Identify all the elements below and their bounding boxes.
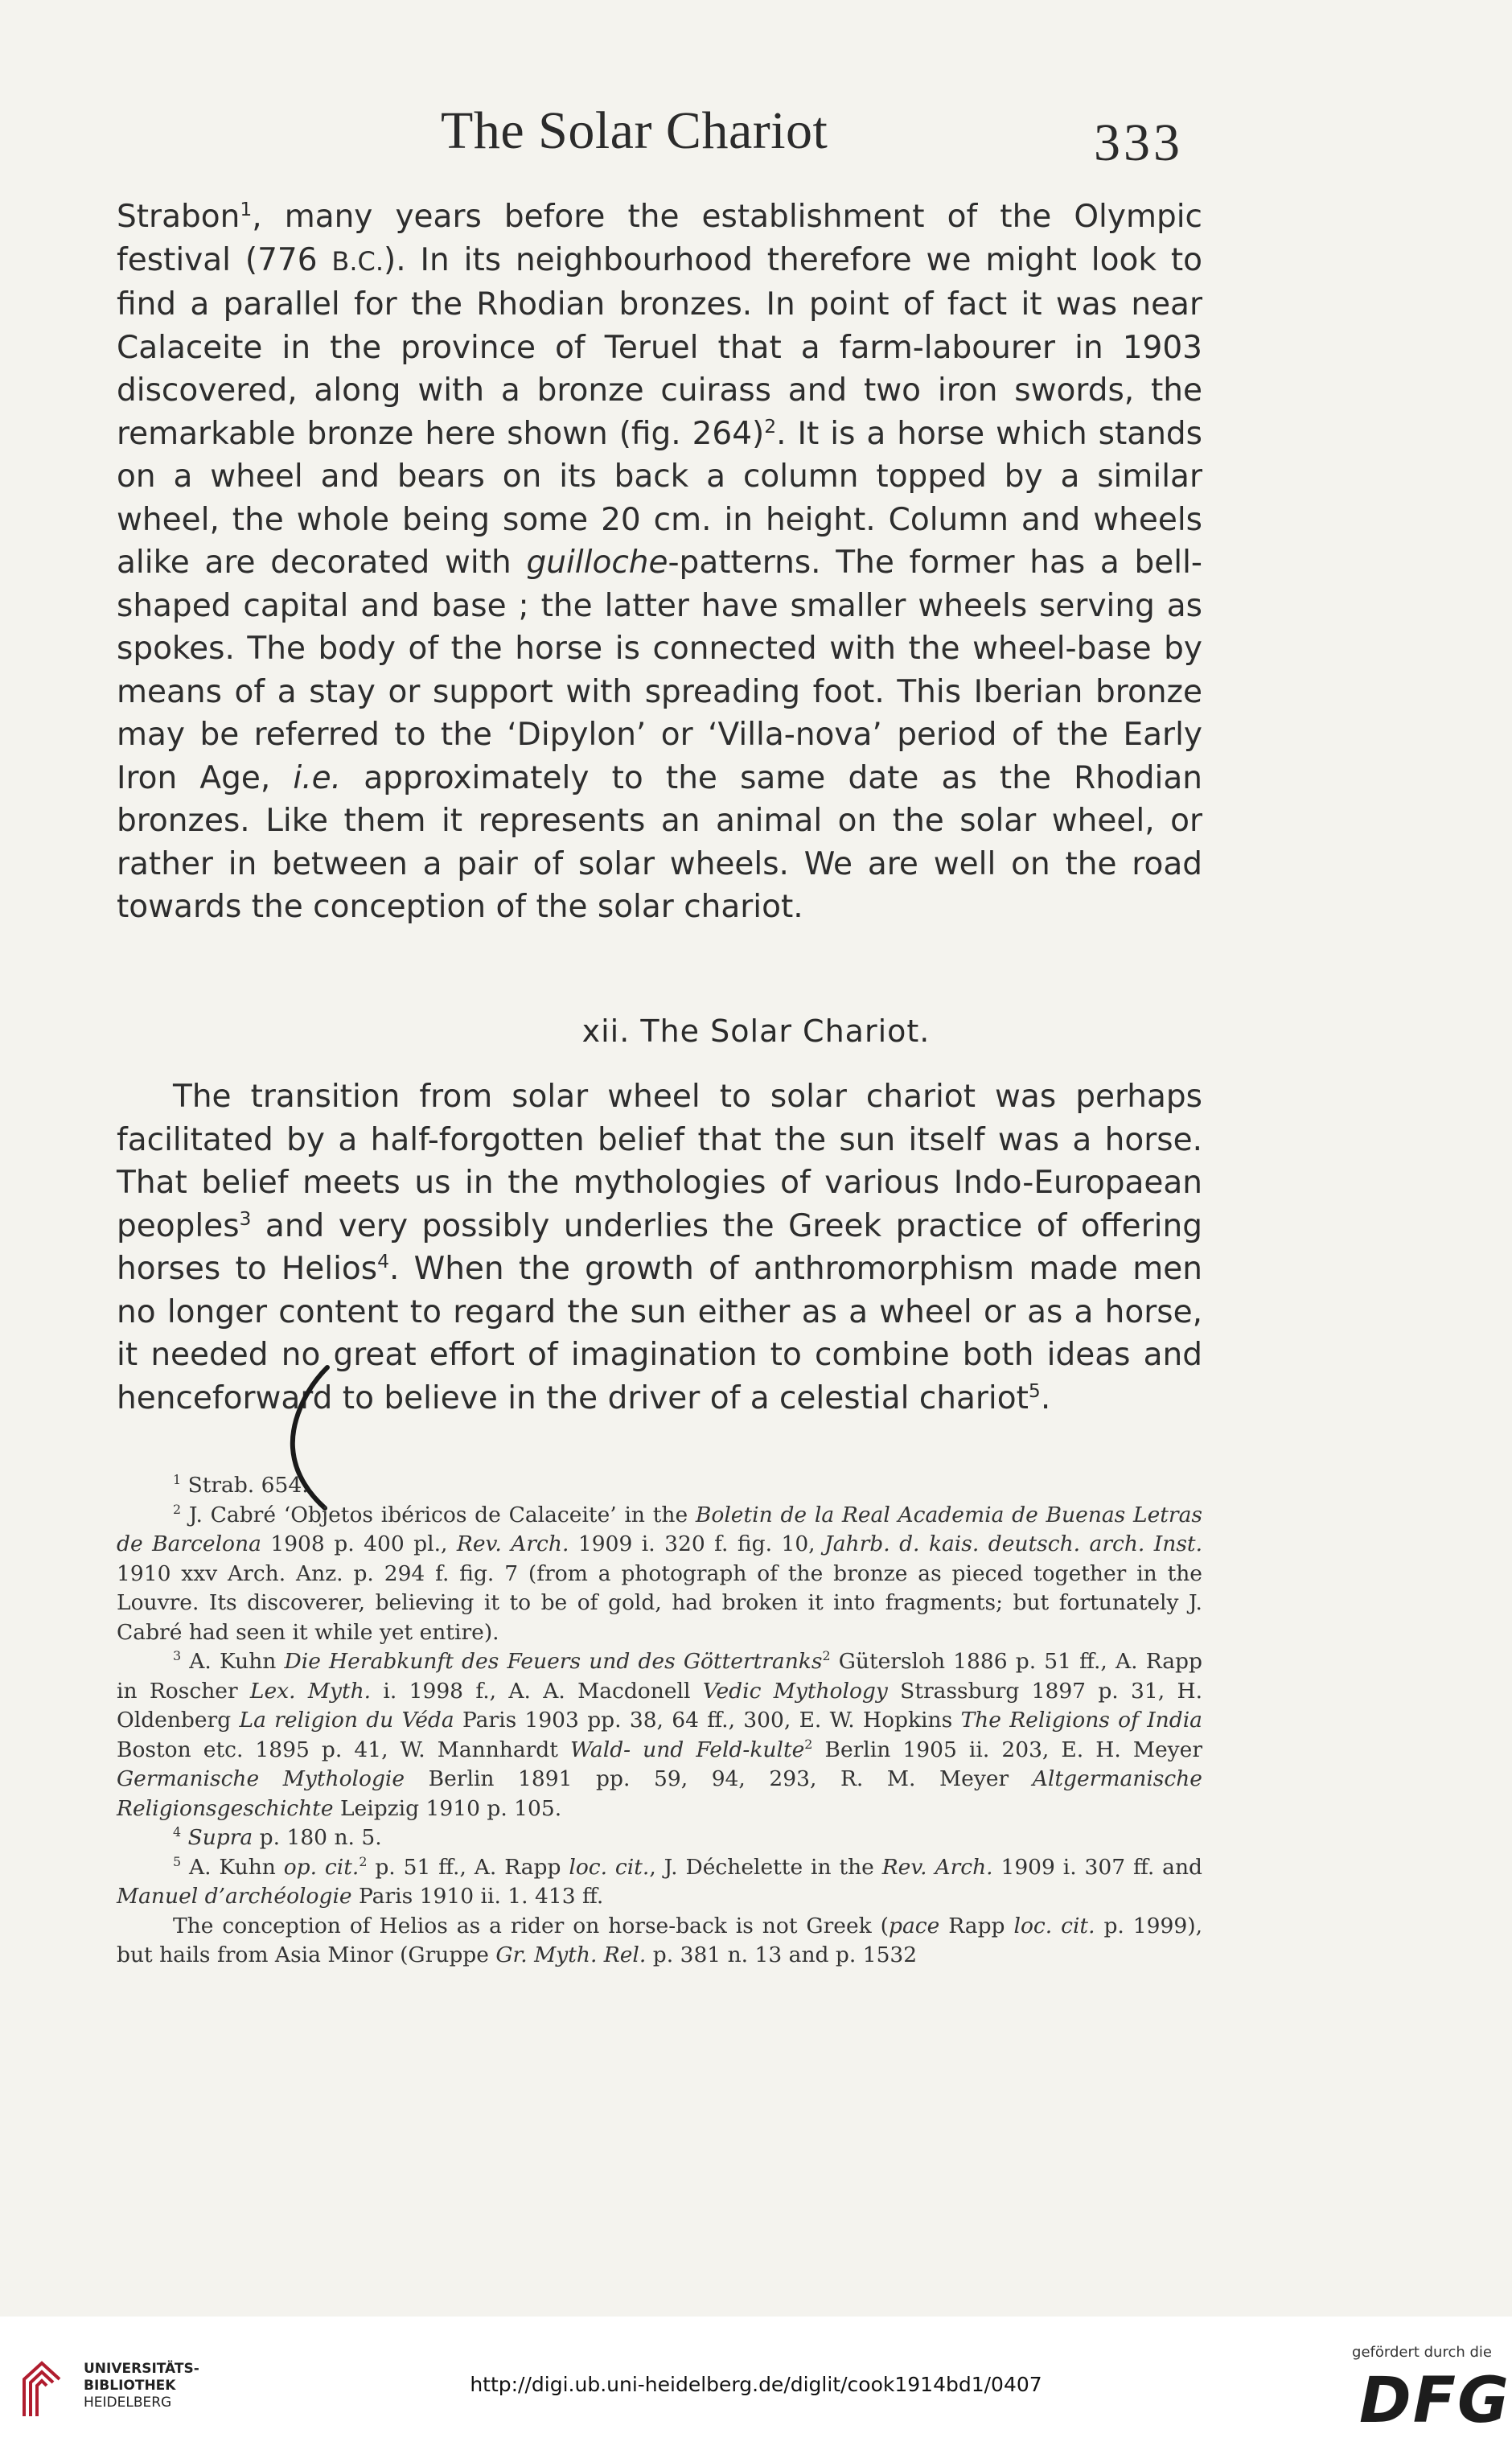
footnotes: [117, 1471, 1202, 1971]
dfg-logo: DFG: [1359, 2365, 1511, 2437]
footnote-ref[interactable]: 4: [377, 1250, 389, 1272]
page-url: [0, 2373, 1512, 2396]
footnote-5: $^5$ A. Kuhn op. cit.$^2$ p. 51 ff., A. Rapp loc. cit., J. Déchelette in the Rev. Arch. 1909 i. 307 ff. and Manuel d’archéologie Paris 1910 ii. 1. 413 ff.: [117, 1853, 1202, 1909]
footnote-2: $^2$ J. Cabré ‘Objetos ibéricos de Calaceite’ in the Boletin de la Real Academia de Buenas Letras de Barcelona 1908 p. 400 pl., Rev. Arch. 1909 i. 320 f. fig. 10, Jahrb. d. kais. deutsch. arch. Inst. 1910 xxv Arch. Anz. p. 294 f. fig. 7 (from a photograph of the bronze as pieced together in the Louvre. Its discoverer, believing it to be of gold, had broken it into fragments; but fortunately J. Cabré had seen it while yet entire).: [117, 1501, 1202, 1645]
body-paragraph-1: Strabon$^1$, many years before the establishment of the Olympic festival (776 B.C.). In its neighbourhood therefore we might look to find a parallel for the Rhodian bronzes. In point of fact it was near Calaceite in the province of Teruel that a farm-labourer in 1903 discovered, along with a bronze cuirass and two iron swords, the remarkable bronze here shown (fig. 264)$^2$. It is a horse which stands on a wheel and bears on its back a column topped by a similar wheel, the whole being some 20 cm. in height. Column and wheels alike are decorated with guilloche-patterns. The former has a bell-shaped capital and base ; the latter have smaller wheels serving as spokes. The body of the horse is connected with the wheel-base by means of a stay or support with spreading foot. This Iberian bronze may be referred to the ‘Dipylon’ or ‘Villa-nova’ period of the Early Iron Age, i.e. approximately to the same date as the Rhodian bronzes. Like them it represents an animal on the solar wheel, or rather in between a pair of solar wheels. We are well on the road towards the conception of the solar chariot.: [117, 198, 1202, 925]
permalink-link[interactable]: http://digi.ub.uni-heidelberg.de/diglit/cook1914bd1/0407: [470, 2373, 1042, 2396]
running-title: The Solar Chariot: [441, 101, 828, 160]
footnote-4: $^4$ Supra p. 180 n. 5.: [173, 1824, 382, 1850]
footnote-ref[interactable]: 5: [1028, 1379, 1041, 1402]
funded-by-label: gefördert durch die: [1352, 2344, 1492, 2361]
footnote-ref[interactable]: 1: [240, 198, 253, 220]
university-library-name: UNIVERSITÄTS- BIBLIOTHEK HEIDELBERG: [84, 2361, 199, 2411]
footnote-ref[interactable]: 3: [239, 1207, 252, 1230]
section-heading: xii. The Solar Chariot.: [581, 1013, 931, 1049]
footnote-3: $^3$ A. Kuhn Die Herabkunft des Feuers und des Göttertranks$^2$ Gütersloh 1886 p. 51 ff., A. Rapp in Roscher Lex. Myth. i. 1998 f., A. A. Macdonell Vedic Mythology Strassburg 1897 p. 31, H. Oldenberg La religion du Véda Paris 1903 pp. 38, 64 ff., 300, E. W. Hopkins The Religions of India Boston etc. 1895 p. 41, W. Mannhardt Wald- und Feld-kulte$^2$ Berlin 1905 ii. 203, E. H. Meyer Germanische Mythologie Berlin 1891 pp. 59, 94, 293, R. M. Meyer Altgermanische Religionsgeschichte Leipzig 1910 p. 105.: [117, 1648, 1202, 1821]
footnote-ref[interactable]: 2: [764, 414, 777, 438]
footnote-5-continued: The conception of Helios as a rider on horse-back is not Greek (pace Rapp loc. cit. p. 1999), but hails from Asia Minor (Gruppe Gr. Myth. Rel. p. 381 n. 13 and p. 1532: [117, 1913, 1203, 1967]
footnote-1: $^1$ Strab. 654.: [173, 1472, 309, 1498]
body-paragraph-2: The transition from solar wheel to solar chariot was perhaps facilitated by a half-forgotten belief that the sun itself was a horse. That belief meets us in the mythologies of various Indo-Europaean peoples$^3$ and very possibly underlies the Greek practice of offering horses to Helios$^4$. When the growth of anthromorphism made men no longer content to regard the sun either as a wheel or as a horse, it needed no great effort of imagination to combine both ideas and henceforward to believe in the driver of a celestial chariot$^5$.: [117, 1079, 1202, 1416]
page-number: 333: [1094, 113, 1183, 172]
